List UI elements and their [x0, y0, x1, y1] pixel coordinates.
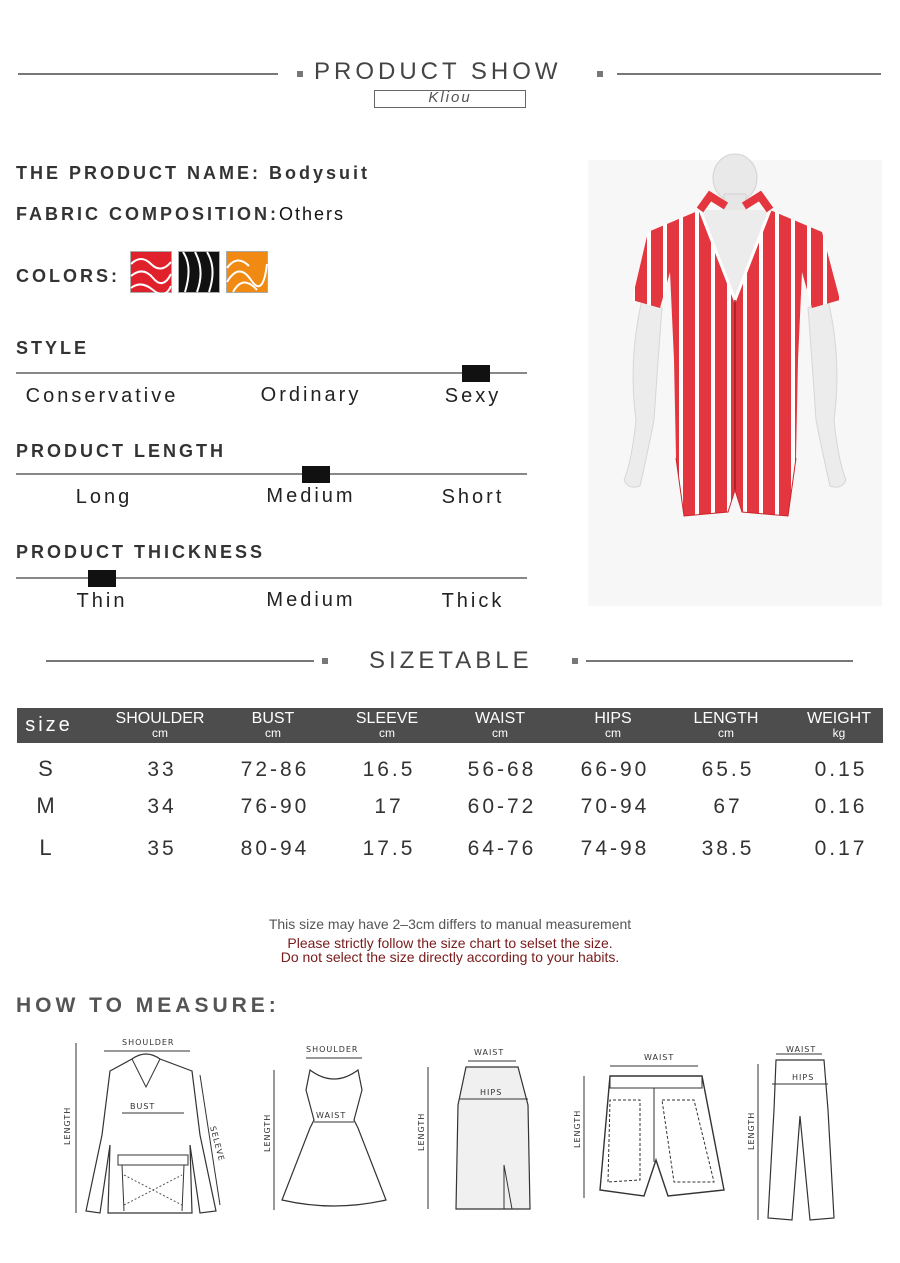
col-sleeve-label: SLEEVE — [355, 710, 419, 727]
fabric-label: FABRIC COMPOSITION: — [16, 204, 279, 224]
sizetable-rule-left — [46, 660, 314, 662]
cell-shoulder: 35 — [147, 837, 177, 860]
sizetable-rule-right — [586, 660, 853, 662]
product-name-label: THE PRODUCT NAME: — [16, 163, 261, 183]
jacket-shoulder-label: SHOULDER — [122, 1038, 175, 1047]
jacket-sleeve-label: SELEVE — [208, 1125, 227, 1163]
col-shoulder-label: SHOULDER — [115, 710, 205, 727]
col-shoulder-unit: cm — [152, 726, 168, 740]
size-note-measurement: This size may have 2–3cm differs to manual measurement — [268, 916, 632, 932]
bodysuit-illustration — [588, 160, 882, 606]
col-size — [17, 708, 81, 743]
fabric-value: Others — [279, 204, 346, 224]
jacket-measure-diagram — [60, 1035, 240, 1220]
cell-weight: 0.16 — [814, 795, 868, 818]
length-option-long: Long — [75, 486, 133, 508]
cell-size: M — [36, 793, 58, 818]
col-weight-unit: kg — [832, 726, 846, 740]
thickness-heading: PRODUCT THICKNESS — [16, 542, 266, 562]
sizetable-square-left — [322, 658, 328, 664]
col-bust-unit: cm — [265, 726, 281, 740]
cell-sleeve: 16.5 — [362, 758, 416, 781]
length-option-medium: Medium — [266, 485, 356, 507]
cell-hips: 70-94 — [580, 795, 650, 818]
dress-length-label: LENGTH — [263, 1113, 272, 1152]
dress-measure-diagram — [262, 1040, 392, 1215]
length-heading: PRODUCT LENGTH — [16, 441, 226, 461]
brand-name: Kliou — [428, 89, 472, 106]
pants-measure-diagram — [748, 1040, 848, 1225]
col-size-label: size — [25, 714, 73, 736]
jacket-length-label: LENGTH — [63, 1106, 72, 1145]
col-bust — [218, 708, 328, 743]
col-bust-label: BUST — [251, 710, 295, 727]
col-waist-unit: cm — [492, 726, 508, 740]
skirt-hips-label: HIPS — [480, 1088, 503, 1097]
thickness-option-medium: Medium — [266, 589, 356, 611]
header-square-left — [297, 71, 303, 77]
page-title: PRODUCT SHOW — [314, 58, 562, 85]
size-table-header — [17, 708, 883, 743]
cell-bust: 80-94 — [240, 837, 310, 860]
shorts-length-label: LENGTH — [573, 1109, 582, 1148]
length-option-short: Short — [441, 486, 505, 508]
pants-hips-label: HIPS — [792, 1073, 815, 1082]
cell-size: S — [38, 756, 56, 781]
cell-length: 67 — [713, 795, 743, 818]
dress-shoulder-label: SHOULDER — [306, 1045, 359, 1054]
cell-waist: 56-68 — [467, 758, 537, 781]
cell-sleeve: 17 — [374, 795, 404, 818]
cell-hips: 74-98 — [580, 837, 650, 860]
col-hips-label: HIPS — [594, 710, 632, 727]
skirt-waist-label: WAIST — [474, 1048, 505, 1057]
cell-size: L — [39, 835, 55, 860]
col-weight — [784, 708, 894, 743]
thickness-option-thick: Thick — [441, 590, 505, 612]
cell-bust: 76-90 — [240, 795, 310, 818]
cell-length: 65.5 — [701, 758, 755, 781]
swatch-pattern-icon — [131, 252, 171, 292]
style-heading: STYLE — [16, 338, 90, 358]
skirt-measure-diagram — [416, 1045, 546, 1215]
product-image — [588, 160, 882, 606]
jacket-bust-label: BUST — [130, 1102, 156, 1111]
cell-weight: 0.17 — [814, 837, 868, 860]
color-swatch-orange[interactable] — [226, 251, 268, 293]
col-length-unit: cm — [718, 726, 734, 740]
col-weight-label: WEIGHT — [807, 710, 871, 727]
style-option-conservative: Conservative — [25, 385, 179, 407]
skirt-length-label: LENGTH — [417, 1112, 426, 1151]
style-scale-line — [16, 372, 527, 374]
cell-weight: 0.15 — [814, 758, 868, 781]
style-option-ordinary: Ordinary — [260, 384, 362, 406]
col-length-label: LENGTH — [693, 710, 759, 727]
color-swatch-red[interactable] — [130, 251, 172, 293]
pants-waist-label: WAIST — [786, 1045, 817, 1054]
fabric-row — [16, 204, 345, 225]
col-hips — [558, 708, 668, 743]
cell-waist: 64-76 — [467, 837, 537, 860]
cell-sleeve: 17.5 — [362, 837, 416, 860]
brand-box — [374, 90, 526, 108]
cell-length: 38.5 — [701, 837, 755, 860]
product-name-value: Bodysuit — [269, 163, 371, 183]
col-length — [671, 708, 781, 743]
size-note-habits: Do not select the size directly according to your habits. — [280, 949, 620, 965]
col-waist-label: WAIST — [474, 710, 526, 727]
size-note-follow-chart: Please strictly follow the size chart to selset the size. — [287, 935, 613, 951]
style-option-sexy: Sexy — [444, 385, 502, 407]
color-swatch-black[interactable] — [178, 251, 220, 293]
swatch-pattern-icon — [227, 252, 267, 292]
thickness-selected-marker — [88, 570, 116, 587]
swatch-pattern-icon — [179, 252, 219, 292]
header-rule-right — [617, 73, 881, 75]
col-shoulder — [105, 708, 215, 743]
how-to-measure-title: HOW TO MEASURE: — [16, 994, 280, 1017]
pants-length-label: LENGTH — [747, 1111, 756, 1150]
dress-waist-label: WAIST — [316, 1111, 347, 1120]
product-name-row — [16, 163, 370, 184]
sizetable-square-right — [572, 658, 578, 664]
col-sleeve-unit: cm — [379, 726, 395, 740]
cell-waist: 60-72 — [467, 795, 537, 818]
shorts-waist-label: WAIST — [644, 1053, 675, 1062]
cell-shoulder: 33 — [147, 758, 177, 781]
header-rule-left — [18, 73, 278, 75]
sizetable-title: SIZETABLE — [369, 647, 533, 674]
thickness-option-thin: Thin — [76, 590, 128, 612]
col-waist — [445, 708, 555, 743]
cell-bust: 72-86 — [240, 758, 310, 781]
shorts-measure-diagram — [574, 1050, 734, 1205]
colors-label: COLORS: — [16, 266, 120, 286]
cell-shoulder: 34 — [147, 795, 177, 818]
length-selected-marker — [302, 466, 330, 483]
col-sleeve — [332, 708, 442, 743]
cell-hips: 66-90 — [580, 758, 650, 781]
header-square-right — [597, 71, 603, 77]
col-hips-unit: cm — [605, 726, 621, 740]
style-selected-marker — [462, 365, 490, 382]
length-scale-line — [16, 473, 527, 475]
